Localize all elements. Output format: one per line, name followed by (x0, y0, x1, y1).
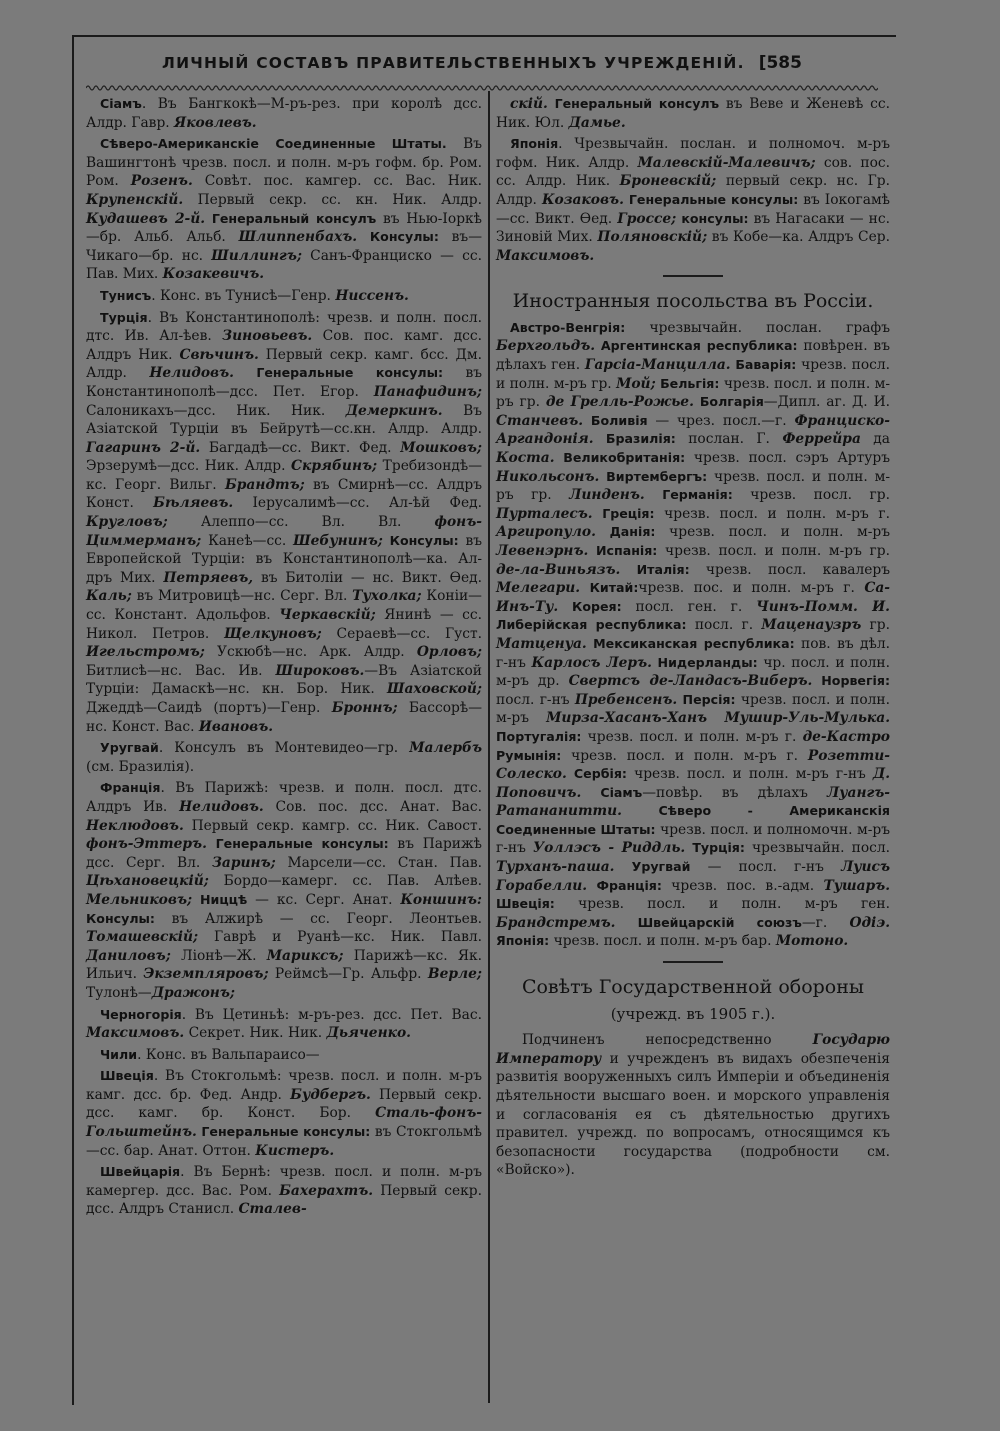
text-run: Бордо—камерг. сс. Пав. Алѣев. (208, 873, 482, 890)
italic-name: Нелидовъ. (149, 365, 234, 382)
bold-label: Уругвай (100, 740, 159, 756)
text-run: Янинѣ — сс. Никол. Петров. (86, 607, 483, 642)
bold-label: Турція (100, 309, 148, 325)
text-run: въ Кобе—ка. Алдръ Сер. (707, 229, 890, 246)
text-run: Первый секр. камгр. сс. Ник. Савост. (183, 817, 482, 834)
text-run: чрезв. посл. и полн. м-ръ г. (561, 747, 808, 764)
text-run: въ Битоліи — нс. Викт. Ѳед. (253, 569, 482, 586)
italic-name: Коншинъ: (400, 891, 482, 908)
bold-label: Консулы: (357, 229, 439, 245)
italic-name: Аргиропуло. (496, 524, 596, 541)
text-run: — посл. г-нъ (690, 859, 842, 876)
italic-name: Мелегари. (496, 580, 581, 597)
italic-name: Франциско-Аргандонія. (496, 412, 890, 448)
bold-label: Чили (100, 1046, 138, 1062)
bold-label: Генеральный консулъ (205, 210, 377, 226)
text-run: въ Митровицѣ—нс. Серг. Вл. (131, 588, 353, 605)
bold-label: Сѣверо - Американскія Соединенные Штаты: (496, 803, 890, 837)
text-run: Первый секр. камг. бсс. Дм. Алдр. (86, 346, 482, 382)
bold-label: Швеція (100, 1068, 154, 1084)
text-run: чрезв. посл. и полн. м-ръ г-нъ (626, 766, 873, 783)
text-run: Коніи—сс. Констант. Адольфов. (86, 588, 482, 624)
italic-name: Одіэ. (849, 914, 890, 931)
entry (86, 779, 482, 1002)
bold-label: Швеція: (496, 896, 555, 912)
italic-name: Свертсъ де-Ландасъ-Виберъ. (568, 673, 813, 690)
bold-label: Нидерланды: (651, 654, 758, 670)
text-run: посл. г-нъ (496, 691, 575, 708)
text-run: чрезв. посл. и полн. м-ръ бар. (549, 933, 776, 950)
entry (86, 287, 482, 306)
italic-name: Берхгольдъ. (496, 338, 596, 355)
text-run: чрезв. посл. и полн. м-ръ (655, 524, 890, 541)
italic-name: Томашевскій; (86, 929, 199, 946)
italic-name: Будбергъ. (290, 1086, 371, 1103)
bold-label: Тунисъ (100, 287, 152, 303)
text-run: . Въ Парижѣ: чрезв. и полн. посл. дтс. Алдръ Ив. (86, 780, 482, 815)
text-run: чрезв. посл. кавалеръ (689, 561, 890, 578)
text-run: Первый секр. дсс. Алдръ Станисл. (86, 1182, 482, 1218)
entry (86, 1006, 482, 1043)
italic-name: Шиллингъ; (211, 247, 302, 264)
bold-label: Болгарія (693, 394, 764, 410)
text-run: чрезвычайн. послан. графъ (625, 319, 890, 336)
text-run: въ Европейской Турціи: въ Константинополѣ—ка. Ал-дръ Мих. (86, 532, 482, 586)
bold-label: Испанія: (588, 542, 658, 558)
italic-name: Луисъ Горабелли. (496, 859, 890, 894)
text-run: Первый секр. сс. кн. Ник. Алдр. (183, 191, 482, 208)
italic-name: Дражонъ; (151, 984, 235, 1001)
italic-name: Никольсонъ. (496, 468, 600, 485)
section-rule (663, 961, 723, 963)
text-run: (см. Бразилія). (86, 758, 195, 775)
italic-name: Скрябинъ; (291, 458, 378, 475)
italic-name: Заринъ; (211, 854, 276, 871)
bold-label: Генеральные консулы: (206, 836, 389, 852)
italic-name: Неклюдовъ. (86, 817, 184, 834)
text-run: въ Смирнѣ—сс. Алдръ Конст. (86, 476, 482, 512)
italic-name: Тушаръ. (823, 877, 890, 894)
italic-name: фонъ-Циммерманъ; (86, 514, 482, 549)
italic-name: Экземпляровъ; (143, 966, 269, 983)
italic-name: Бахерахтъ. (279, 1182, 374, 1199)
bold-label: Великобританія: (554, 450, 686, 465)
text-run: посл. ген. г. (621, 598, 757, 615)
text-run: чрезв. посл. и полн. м-ръ гр. (496, 357, 890, 392)
bold-label: Бельгія: (655, 375, 720, 391)
italic-name: Мой; (616, 375, 656, 392)
right-entries (496, 95, 890, 265)
italic-name: Сталь-фонъ-Гольштейнъ. (86, 1105, 482, 1141)
text-run: . Въ Бернѣ: чрезв. посл. и полн. м-ръ камергер. дсс. Вас. Ром. (86, 1164, 482, 1199)
italic-name: Крупенскій. (86, 191, 184, 208)
italic-name: Гроссе; (617, 210, 677, 227)
italic-name: Пребенсенъ. (574, 691, 678, 708)
text-run: . Въ Бангкокѣ—М-ръ-рез. при королѣ дсс. Алдр. Гавр. (86, 96, 482, 131)
text-run: чрезв. пос. в.-адм. (661, 877, 824, 894)
text-run: чрезв. посл. и полн. м-ръ гр. (496, 468, 891, 504)
entry (86, 739, 482, 776)
text-run: Парижѣ—кс. Як. Ильич. (86, 947, 482, 983)
text-run: Іерусалимѣ—сс. Ал-ѣй Фед. (233, 495, 482, 512)
italic-name: Брандстремъ. (496, 914, 616, 931)
text-run: —повѣр. въ дѣлахъ (642, 784, 828, 801)
text-run: Совѣт. пос. камгер. сс. Вас. Ник. (192, 173, 482, 190)
bold-label: Румынія: (496, 747, 562, 763)
council-paragraph (496, 1031, 890, 1180)
bold-label: Австро-Венгрія: (510, 319, 626, 335)
italic-name: Свѣчинъ. (179, 346, 259, 363)
text-run: . Въ Стокгольмѣ: чрезв. посл. и полн. м-ръ камг. дсс. бр. Фед. Андр. (86, 1068, 482, 1103)
italic-name: Мариксъ; (266, 947, 344, 964)
italic-name: де Грелль-Рожье. (545, 394, 694, 411)
bold-label: Сіамъ (100, 96, 142, 111)
italic-name: Феррейра (782, 431, 861, 448)
text-run: Гаврѣ и Руанѣ—кс. Ник. Павл. (198, 929, 482, 946)
italic-name: Черкавскій; (279, 607, 376, 624)
italic-name: Гарсіа-Манцилла. (584, 357, 731, 374)
entry (86, 1046, 482, 1065)
italic-name: Розетти-Солеско. (496, 747, 890, 783)
italic-name: фонъ-Эттеръ. (86, 836, 207, 853)
text-run: чр. посл. и полн. м-ръ др. (496, 654, 891, 690)
italic-name: Игельстромъ; (86, 644, 205, 661)
italic-name: Сталев- (238, 1201, 307, 1218)
italic-name: Орловъ; (416, 644, 482, 661)
text-run: гр. (861, 617, 890, 634)
italic-name: Матценуа. (496, 635, 587, 652)
italic-name: Кистеръ. (255, 1142, 335, 1159)
council-title: Совѣтъ Государственной обороны (521, 975, 865, 998)
italic-name: Щелкуновъ; (224, 625, 322, 642)
bold-label: Генеральный консулъ (547, 96, 720, 111)
entry (86, 135, 482, 284)
text-run: — чрез. посл.—г. (647, 412, 795, 429)
italic-name: Нелидовъ. (179, 798, 264, 815)
text-run: Секрет. Ник. Ник. (184, 1025, 327, 1042)
italic-name: Броневскій; (619, 173, 717, 190)
bold-label: Уругвай (614, 859, 691, 875)
text-run: чрезв. посл. и полн. м-ръ (496, 691, 890, 727)
bold-label: консулы: (676, 210, 749, 226)
italic-name: Броннъ; (331, 700, 398, 716)
bold-label: Персія: (677, 691, 736, 707)
right-column (496, 95, 890, 1180)
italic-name: Каль; (86, 588, 132, 605)
italic-name: Тухолка; (352, 588, 422, 605)
text-run: чрезв. пос. и полн. м-ръ г. (638, 580, 865, 597)
italic-name: Зиновьевъ. (222, 328, 313, 345)
text-run: въ—Чикаго—бр. нс. (86, 229, 483, 264)
text-run: въ Алжирѣ — сс. Георг. Леонтьев. (154, 910, 482, 927)
italic-name: Д. Поповичъ. (496, 766, 890, 801)
bold-label: Мексиканская республика: (586, 635, 795, 651)
italic-name: Брандтъ; (224, 476, 305, 493)
bold-label: Италія: (620, 561, 690, 577)
bold-label: Греція: (592, 505, 655, 521)
text-run: Бассорѣ—нс. Конст. Вас. (86, 700, 482, 735)
text-run: Сов. пос. дсс. Анат. Вас. (263, 798, 482, 815)
italic-name: Мирза-Хасанъ-Ханъ Мушир-Уль-Мулька. (546, 710, 891, 727)
italic-name: Луангъ-Ратананитти. (496, 784, 891, 820)
text-run: . Конс. въ Вальпараисо— (137, 1046, 320, 1063)
italic-name: Шаховской; (387, 681, 482, 698)
foreign-embassies-list (496, 319, 890, 951)
text-run: послан. Г. (675, 431, 783, 448)
bold-label: Швейцарія (100, 1164, 181, 1180)
bold-label: Сѣверо-Американскіе Соединенные Штаты. (100, 136, 447, 152)
italic-name: Цѣхановецкій; (86, 873, 209, 890)
text-run: Эрзерумѣ—дсс. Ник. Алдр. (86, 458, 291, 475)
bold-label: Японія: (496, 933, 550, 949)
text-run: Салоникахъ—дсс. Ник. Ник. (86, 402, 346, 419)
bold-label: Генеральные консулы: (196, 1124, 371, 1140)
italic-name: Козакевичъ. (162, 266, 265, 283)
text-run: въ Константинополѣ—дсс. Пет. Егор. (86, 365, 483, 400)
text-run: Первый секр. дсс. камг. бр. Конст. Бор. (86, 1086, 482, 1122)
text-run: первый секр. нс. Гр. Алдр. (496, 173, 890, 208)
text-run: пов. въ дѣл. г-нъ (496, 635, 890, 671)
bold-label: Сіамъ (581, 784, 643, 800)
italic-name: Панафидинъ; (373, 383, 482, 400)
italic-name: Коста. (496, 450, 555, 466)
bold-label: Виртембергъ: (599, 468, 708, 484)
bold-label: Франція: (587, 877, 662, 893)
italic-name: Бѣляевъ. (153, 495, 234, 512)
bold-label: Аргентинская республика: (595, 338, 798, 354)
column-divider (488, 91, 490, 1403)
text-run: Требизондѣ—кс. Георг. Вильг. (86, 458, 483, 493)
italic-name: Малербъ (409, 740, 482, 757)
text-run: —Дипл. аг. Д. И. (763, 394, 890, 411)
text-run: чрезв. посл. и полн. м-ръ г. (654, 505, 890, 522)
bold-label: Черногорія (100, 1006, 182, 1022)
text-run: Марсели—сс. Стан. Пав. (275, 854, 482, 871)
header-title: ЛИЧНЫЙ СОСТАВЪ ПРАВИТЕЛЬСТВЕННЫХЪ УЧРЕЖДЕНІЙ. (162, 54, 745, 72)
italic-name: Шебунинъ; (293, 532, 383, 549)
foreign-embassies-title: Иностранныя посольства въ Россіи. (512, 289, 874, 312)
bold-label: Турція: (685, 840, 745, 856)
text-run: да (860, 431, 890, 448)
bold-label: Португалія: (496, 728, 582, 744)
italic-name: Яковлевъ. (174, 114, 257, 131)
text-run: . Въ Константинополѣ: чрезв. и полн. посл. дтс. Ив. Ал-ѣев. (86, 309, 482, 345)
text-run: Битлисѣ—нс. Вас. Ив. (86, 662, 276, 679)
entry (86, 1067, 482, 1160)
entry (86, 309, 482, 737)
italic-name: Левенэрнъ. (496, 542, 589, 559)
italic-name: Широковъ. (275, 662, 365, 679)
text-run: Сов. пос. камг. дсс. Алдръ Ник. (86, 328, 482, 363)
text-run: Сераевѣ—сс. Густ. (321, 625, 482, 642)
italic-name: Кудашевъ 2-й. (86, 210, 206, 227)
bold-label: Либерійская республика: (496, 617, 687, 633)
text-run: Канеѣ—сс. (201, 532, 294, 549)
italic-name: Петряевъ, (163, 569, 254, 586)
italic-name: Максимовъ. (496, 247, 595, 264)
text-run: посл. г. (686, 617, 762, 634)
italic-name: Турханъ-паша. (496, 859, 615, 876)
entry (86, 95, 482, 132)
bold-label: Ниццѣ (192, 891, 248, 907)
italic-name: Станчевъ. (496, 412, 584, 429)
page-number: [585 (758, 53, 802, 73)
text-run: чрезв. посл. и полн. м-ръ гр. (657, 542, 891, 559)
italic-name: Даниловъ; (86, 947, 171, 964)
bold-label: Генеральные консулы: (623, 191, 799, 207)
text-run: . Чрезвычайн. послан. и полномоч. м-ръ гофм. Ник. Алдр. (496, 136, 890, 171)
text-run: чрезв. посл. и полн. м-ръ г. (581, 728, 803, 745)
entry (496, 95, 890, 132)
text-run: въ Стокгольмѣ—сс. бар. Анат. Оттон. (86, 1124, 482, 1159)
entry (496, 319, 890, 951)
bold-label: Генеральные консулы: (233, 365, 444, 381)
text-run: въ Веве и Женевѣ сс. Ник. Юл. (496, 96, 890, 131)
italic-name: Государю Императору (496, 1032, 890, 1067)
text-run: чрезв. посл. и полн. м-ръ гр. (496, 375, 890, 411)
italic-name: Дамье. (568, 114, 626, 131)
italic-name: Маценаузръ (761, 617, 862, 634)
italic-name: Чинъ-Помм. И. (756, 598, 890, 615)
bold-label: Данія: (595, 524, 656, 540)
text-run: Джеддѣ—Саидѣ (портъ)—Генр. (86, 700, 332, 716)
text-run: Санъ-Франциско — сс. Пав. Мих. (86, 247, 482, 283)
left-column (86, 95, 482, 1222)
italic-name: Розенъ. (130, 173, 193, 190)
italic-name: скій. (510, 96, 548, 112)
text-run: чрезв. посл. гр. (732, 487, 891, 504)
bold-label: Сербія: (566, 766, 627, 782)
italic-name: Линденъ. (569, 487, 645, 504)
italic-name: Мошковъ; (400, 439, 482, 456)
italic-name: Шлиппенбахъ. (238, 229, 358, 246)
entry (86, 1163, 482, 1219)
bold-label: Бразилія: (593, 431, 676, 447)
italic-name: Мельниковъ; (86, 891, 193, 908)
section-rule (663, 275, 723, 277)
italic-name: Демеркинъ. (345, 402, 443, 419)
text-run: чрезвычайн. посл. (744, 840, 891, 857)
text-run: и учрежденъ въ видахъ обезпеченія развитія вооруженныхъ силъ Имперіи и объединенія дѣятельности высшаго воен. и морского управленія и согласованія ея съ дѣятельностью другихъ правител. учрежд. по вопросамъ, относящимся къ безопасности государства (подробности см. «Войско»). (496, 1050, 890, 1179)
text-run: Подчиненъ непосредственно (522, 1032, 813, 1049)
italic-name: Мотоно. (775, 933, 849, 950)
bold-label: Баварія: (730, 357, 797, 373)
text-run: Въ Азіатской Турціи въ Бейрутѣ—сс.кн. Алдр. Алдр. (86, 402, 482, 438)
entry (496, 135, 890, 265)
text-run: Въ Вашингтонѣ чрезв. посл. и полн. м-ръ гофм. бр. Ром. Ром. (86, 136, 482, 190)
bold-label: Китай: (580, 580, 639, 596)
bold-label: Японія (510, 136, 559, 152)
bold-label: Германія: (644, 487, 733, 503)
book-page (68, 35, 896, 1405)
italic-name: Уоллэсъ - Риддль. (532, 840, 686, 857)
text-run: . Консулъ въ Монтевидео—гр. (158, 740, 410, 757)
text-run: —г. (801, 914, 850, 931)
text-run: въ Іокогамѣ—сс. Викт. Ѳед. (496, 191, 890, 227)
text-run: — кс. Серг. Анат. (247, 891, 401, 908)
text-run: въ Нью-Іоркѣ—бр. Альб. Альб. (86, 210, 482, 246)
bold-label: Франція (100, 780, 161, 796)
italic-name: Гагаринъ 2-й. (86, 439, 201, 456)
italic-name: Ивановъ. (198, 718, 274, 735)
council-subtitle: (учрежд. въ 1905 г.). (610, 1004, 776, 1023)
italic-name: Кругловъ; (86, 514, 168, 531)
text-run: . Въ Цетиньѣ: м-ръ-рез. дсс. Пет. Вас. (181, 1006, 482, 1023)
italic-name: Пурталесъ. (496, 505, 593, 522)
text-run: Ліонѣ—Ж. (170, 947, 267, 964)
text-run: Тулонѣ— (86, 984, 152, 1001)
wavy-rule (86, 83, 878, 93)
italic-name: Верле; (427, 966, 482, 983)
text-run: Алеппо—сс. Вл. Вл. (167, 514, 435, 531)
bold-label: Боливія (583, 412, 648, 428)
bold-label: Корея: (558, 598, 622, 614)
left-entries (86, 95, 482, 1219)
italic-name: де-Кастро (802, 728, 890, 745)
italic-name: Са-Инъ-Ту. (496, 580, 890, 615)
italic-name: де-ла-Виньязъ. (496, 561, 621, 578)
text-run: чрезв. посл. и полн. м-ръ ген. (554, 896, 890, 913)
text-run: чрезв. посл. сэръ Артуръ (685, 450, 890, 466)
italic-name: Малевскій-Малевичъ; (637, 154, 816, 171)
bold-label: Консулы: (86, 910, 155, 926)
text-run: Ускюбѣ—нс. Арк. Алдр. (204, 644, 417, 661)
text-run: повѣрен. въ дѣлахъ ген. (496, 338, 890, 374)
running-header (78, 53, 886, 81)
italic-name: Дьяченко. (326, 1025, 411, 1042)
text-run: . Конс. въ Тунисѣ—Генр. (151, 287, 336, 304)
bold-label: Норвегія: (812, 673, 890, 689)
text-run: чрезв. посл. и полномочн. м-ръ г-нъ (496, 821, 890, 857)
text-run: Багдадѣ—сс. Викт. Фед. (200, 439, 401, 456)
italic-name: Максимовъ. (86, 1025, 185, 1042)
italic-name: Ниссенъ. (335, 287, 409, 304)
text-run: Реймсѣ—Гр. Альфр. (268, 966, 428, 983)
text-run: —Въ Азіатской Турціи: Дамаскѣ—нс. кн. Бор. Ник. (86, 662, 482, 698)
italic-name: Карлосъ Леръ. (531, 654, 652, 671)
bold-label: Швейцарскій союзъ (615, 914, 802, 930)
italic-name: Козаковъ. (541, 191, 624, 208)
text-run: въ Парижѣ дсс. Серг. Вл. (86, 836, 482, 871)
text-run: сов. пос. сс. Алдр. Ник. (496, 154, 890, 190)
italic-name: Поляновскій; (597, 229, 708, 246)
text-run: въ Нагасаки — нс. Зиновій Мих. (496, 210, 890, 246)
bold-label: Консулы: (382, 532, 459, 548)
